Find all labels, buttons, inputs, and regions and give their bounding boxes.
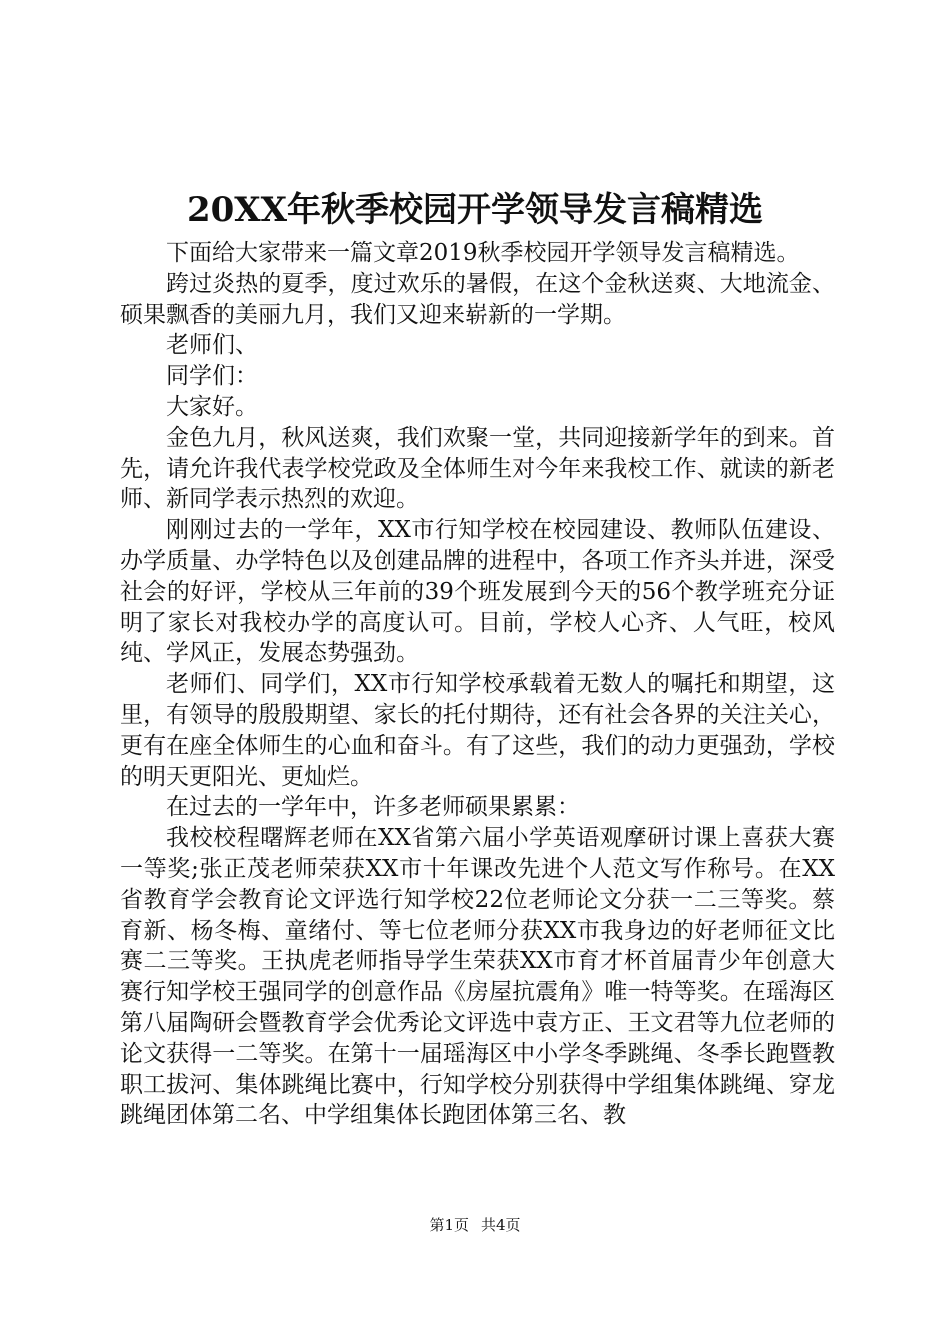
paragraph: 下面给大家带来一篇文章2019秋季校园开学领导发言稿精选。 <box>166 240 800 266</box>
paragraph: 老师们、同学们，XX市行知学校承载着无数人的嘱托和期望，这里，有领导的殷殷期望、家长的托付期待，还有社会各界的关注关心，更有在座全体师生的心血和奋斗。有了这些，我们的动力更强劲，学校的明天更阳光、更灿烂。 <box>120 671 835 790</box>
document-title: 20XX年秋季校园开学领导发言稿精选 <box>186 190 764 230</box>
page-footer <box>0 1214 950 1236</box>
paragraph: 金色九月，秋风送爽，我们欢聚一堂，共同迎接新学年的到来。首先，请允许我代表学校党政及全体师生对今年来我校工作、就读的新老师、新同学表示热烈的欢迎。 <box>120 424 835 513</box>
page-number: 第1页 <box>429 1216 469 1234</box>
document-body <box>120 238 835 1131</box>
paragraph: 我校校程曙辉老师在XX省第六届小学英语观摩研讨课上喜获大赛一等奖;张正茂老师荣获XX市十年课改先进个人范文写作称号。在XX省教育学会教育论文评选行知学校22位老师论文分获一二三等奖。蔡育新、杨冬梅、童绪付、等七位老师分获XX市我身边的好老师征文比赛二三等奖。王执虎老师指导学生荣获XX市育才杯首届青少年创意大赛行知学校王强同学的创意作品《房屋抗震角》唯一特等奖。在瑶海区第八届陶研会暨教育学会优秀论文评选中袁方正、王文君等九位老师的论文获得一二等奖。在第十一届瑶海区中小学冬季跳绳、冬季长跑暨教职工拔河、集体跳绳比赛中，行知学校分别获得中学组集体跳绳、穿龙跳绳团体第二名、中学组集体长跑团体第三名、教 <box>120 825 835 1129</box>
paragraph: 老师们、 <box>166 332 258 359</box>
total-pages: 共4页 <box>481 1216 521 1234</box>
paragraph: 大家好。 <box>166 393 258 420</box>
paragraph: 刚刚过去的一学年，XX市行知学校在校园建设、教师队伍建设、办学质量、办学特色以及创建品牌的进程中，各项工作齐头并进，深受社会的好评，学校从三年前的39个班发展到今天的56个教学班充分证明了家长对我校办学的高度认可。目前，学校人心齐、人气旺，校风纯、学风正，发展态势强劲。 <box>120 517 835 667</box>
paragraph: 同学们： <box>166 363 258 390</box>
paragraph: 跨过炎热的夏季，度过欢乐的暑假，在这个金秋送爽、大地流金、硕果飘香的美丽九月，我们又迎来崭新的一学期。 <box>120 270 835 328</box>
paragraph: 在过去的一学年中，许多老师硕果累累： <box>166 794 580 821</box>
